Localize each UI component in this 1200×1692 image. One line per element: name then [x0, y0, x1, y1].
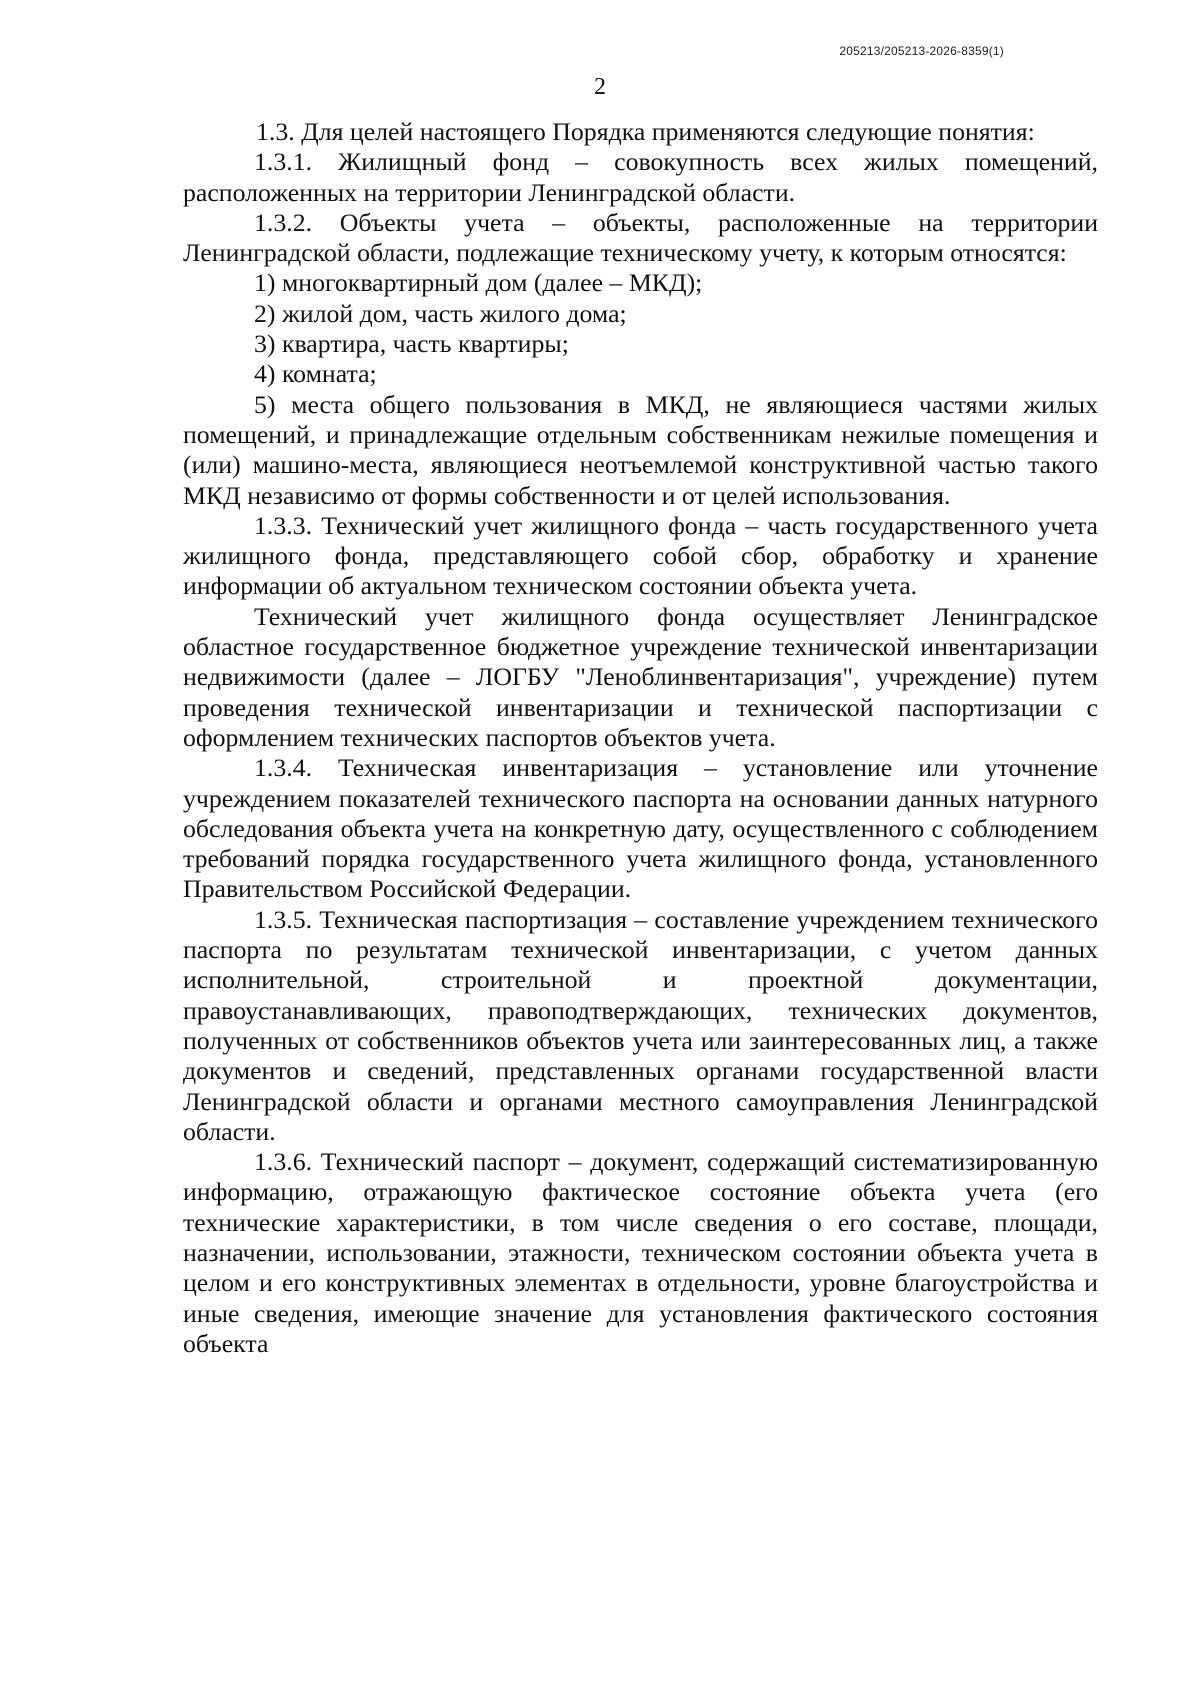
paragraph-1-3: 1.3. Для целей настоящего Порядка применяются следующие понятия:	[256, 117, 1035, 146]
paragraph-1-3-3: 1.3.3. Технический учет жилищного фонда – часть государственного учета жилищного фонда, представляющего собой сбор, обработку и хранение информации об актуальном техническом состоянии объекта учета.	[183, 510, 1098, 601]
list-item-1: 1) многоквартирный дом (далее – МКД);	[254, 268, 703, 298]
document-body	[183, 117, 1098, 1359]
paragraph-1-3-4: 1.3.4. Техническая инвентаризация – установление или уточнение учреждением показателей технического паспорта на основании данных натурного обследования объекта учета на конкретную дату, осуществленного с соблюдением требований порядка государственного учета жилищного фонда, установленного Правительством Российской Федерации.	[183, 753, 1098, 904]
paragraph-technical-accounting: Технический учет жилищного фонда осуществляет Ленинградское областное государственное бюджетное учреждение технической инвентаризации недвижимости (далее – ЛОГБУ "Леноблинвентаризация", учреждение) путем проведения технической инвентаризации и технической паспортизации с оформлением технических паспортов объектов учета.	[183, 601, 1098, 752]
list-item-2: 2) жилой дом, часть жилого дома;	[254, 298, 627, 328]
list-item-4: 4) комната;	[254, 359, 377, 389]
list-item-3: 3) квартира, часть квартиры;	[254, 329, 569, 359]
paragraph-1-3-2: 1.3.2. Объекты учета – объекты, расположенные на территории Ленинградской области, подлежащие техническому учету, к которым относятся:	[183, 207, 1098, 268]
document-id: 205213/205213-2026-8359(1)	[839, 44, 1004, 58]
list-item-5: 5) места общего пользования в МКД, не являющиеся частями жилых помещений, и принадлежащие отдельным собственникам нежилые помещения и (или) машино-места, являющиеся неотъемлемой конструктивной частью такого МКД независимо от формы собственности и от целей использования.	[183, 389, 1098, 510]
paragraph-1-3-5: 1.3.5. Техническая паспортизация – составление учреждением технического паспорта по результатам технической инвентаризации, с учетом данных исполнительной, строительной и проектной документации, правоустанавливающих, правоподтверждающих, технических документов, полученных от собственников объектов учета или заинтересованных лиц, а также документов и сведений, представленных органами государственной власти Ленинградской области и органами местного самоуправления Ленинградской области.	[183, 904, 1098, 1146]
paragraph-1-3-1: 1.3.1. Жилищный фонд – совокупность всех жилых помещений, расположенных на территории Ленинградской области.	[183, 147, 1098, 207]
paragraph-1-3-6: 1.3.6. Технический паспорт – документ, содержащий систематизированную информацию, отражающую фактическое состояние объекта учета (его технические характеристики, в том числе сведения о его составе, площади, назначении, использовании, этажности, техническом состоянии объекта учета в целом и его конструктивных элементах в отдельности, уровне благоустройства и иные сведения, имеющие значение для установления фактического состояния объекта	[183, 1147, 1098, 1358]
page-number: 2	[594, 74, 606, 100]
